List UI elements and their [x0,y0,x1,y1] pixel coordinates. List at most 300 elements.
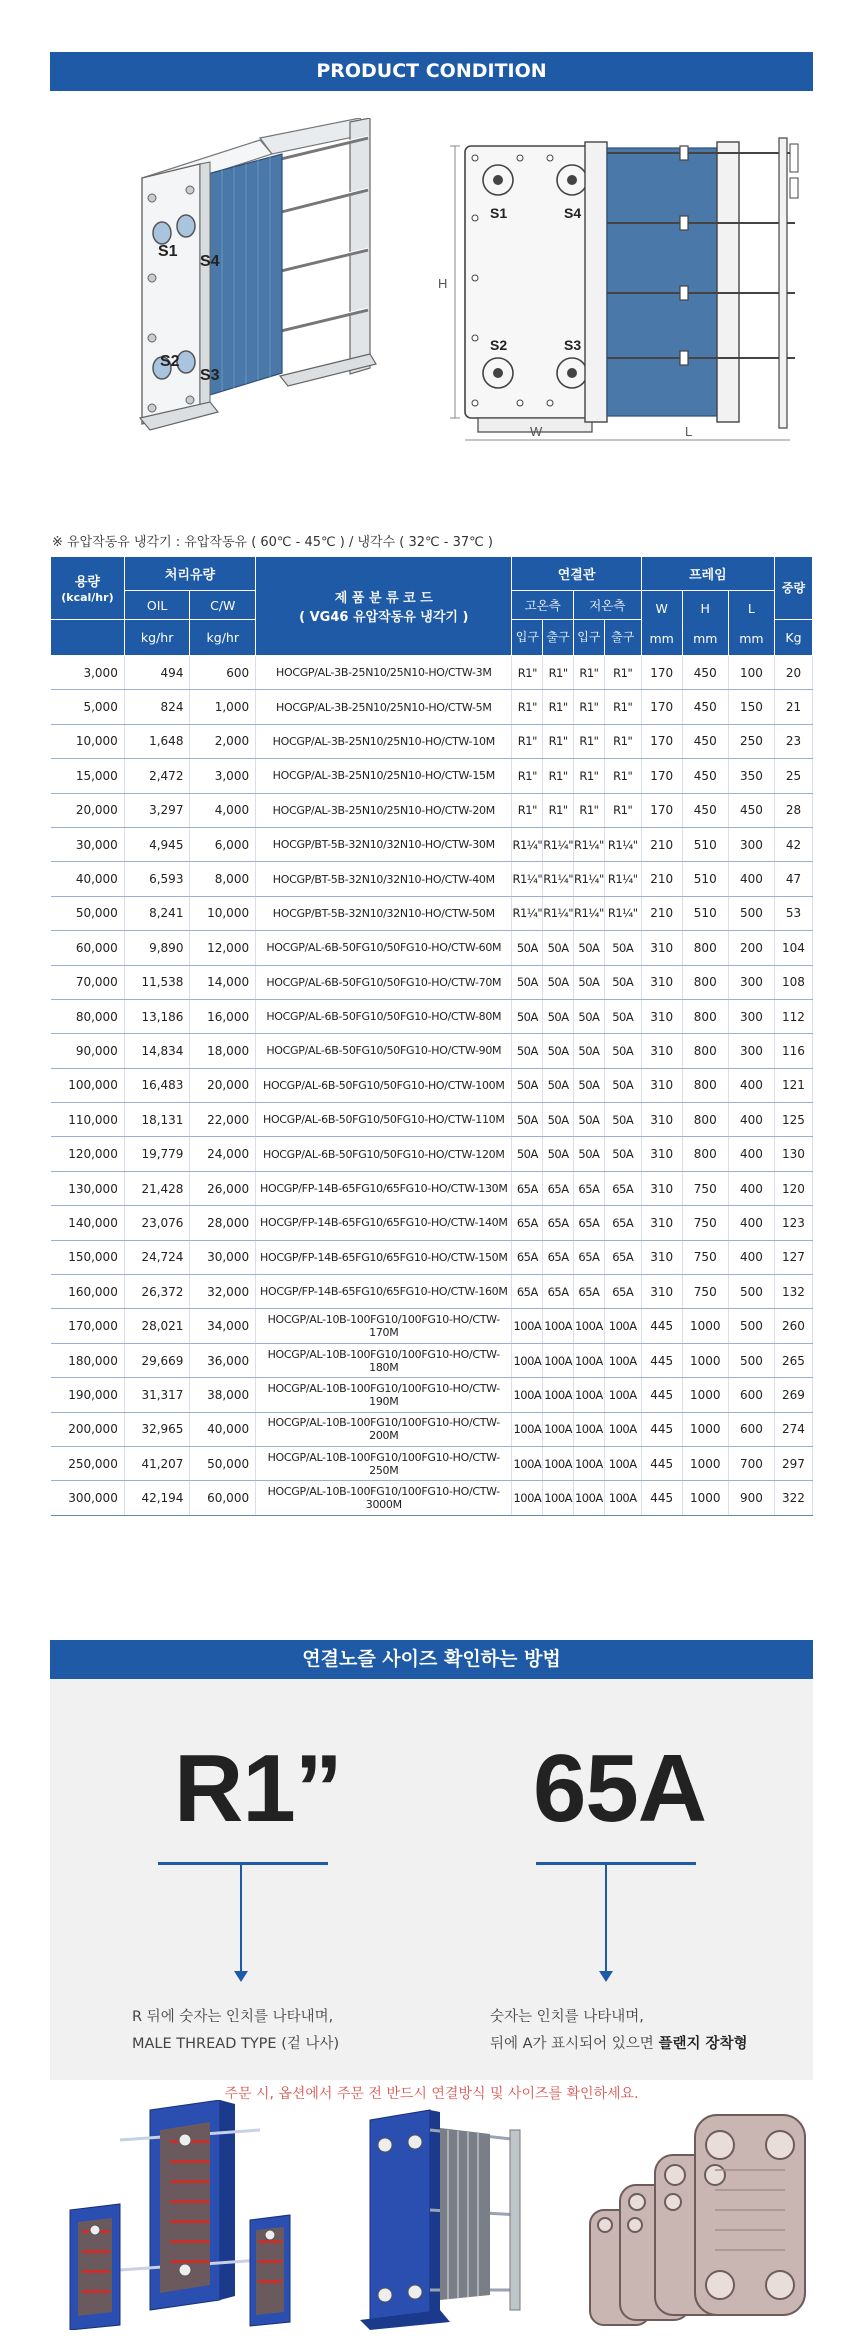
cell-hot-inlet: 50A [512,999,543,1033]
cell-frame-l: 400 [728,1068,774,1102]
cell-frame-h: 450 [682,656,728,690]
cell-frame-l: 600 [728,1412,774,1446]
cell-cw-flow: 22,000 [190,1103,256,1137]
cell-product-code: HOCGP/AL-10B-100FG10/100FG10-HO/CTW-190M [256,1378,512,1412]
cell-cold-inlet: 65A [574,1206,605,1240]
cell-product-code: HOCGP/AL-6B-50FG10/50FG10-HO/CTW-80M [256,999,512,1033]
port-label-s3: S3 [200,367,220,384]
cell-frame-l: 200 [728,931,774,965]
cell-oil-flow: 42,194 [124,1481,190,1515]
cell-cold-inlet: 50A [574,1034,605,1068]
cell-frame-l: 150 [728,690,774,724]
cell-oil-flow: 2,472 [124,759,190,793]
port-label-s4: S4 [200,253,220,270]
cell-hot-outlet: 100A [543,1378,574,1412]
cell-hot-inlet: R1" [512,690,543,724]
cell-cw-flow: 26,000 [190,1171,256,1205]
cell-cold-outlet: 65A [604,1171,641,1205]
cell-oil-flow: 41,207 [124,1446,190,1480]
cell-frame-h: 750 [682,1240,728,1274]
cell-weight: 274 [774,1412,812,1446]
cell-weight: 265 [774,1343,812,1377]
cell-hot-outlet: 65A [543,1275,574,1309]
cell-cold-inlet: 50A [574,965,605,999]
cell-frame-l: 300 [728,965,774,999]
cell-capacity: 80,000 [51,999,125,1033]
cell-cold-outlet: R1¼" [604,827,641,861]
cell-cold-inlet: R1" [574,690,605,724]
cell-weight: 23 [774,724,812,758]
specification-rows [51,656,813,1516]
hot-outlet-header: 출구 [543,620,574,656]
cell-hot-inlet: R1" [512,793,543,827]
cell-oil-flow: 9,890 [124,931,190,965]
cell-frame-h: 800 [682,931,728,965]
cell-frame-l: 400 [728,862,774,896]
cell-frame-l: 500 [728,1309,774,1343]
cell-hot-inlet: 50A [512,1103,543,1137]
order-warning: 주문 시, 옵션에서 주문 전 반드시 연결방식 및 사이즈를 확인하세요. [224,2086,639,2102]
cell-oil-flow: 31,317 [124,1378,190,1412]
cell-frame-w: 445 [641,1446,682,1480]
cell-cold-outlet: R1" [604,793,641,827]
table-row [51,759,813,793]
cell-cold-outlet: 50A [604,931,641,965]
cell-cw-flow: 4,000 [190,793,256,827]
cell-frame-h: 800 [682,1068,728,1102]
cell-hot-inlet: R1¼" [512,827,543,861]
cell-oil-flow: 824 [124,690,190,724]
weight-header: 중량 [774,557,812,620]
cell-frame-l: 400 [728,1103,774,1137]
table-row [51,656,813,690]
cell-hot-outlet: 100A [543,1446,574,1480]
cell-cold-inlet: 100A [574,1412,605,1446]
cell-hot-outlet: 100A [543,1343,574,1377]
cell-capacity: 5,000 [51,690,125,724]
table-row [51,1378,813,1412]
cell-cold-inlet: R1" [574,793,605,827]
table-row [51,1412,813,1446]
cell-frame-w: 310 [641,1068,682,1102]
cell-product-code: HOCGP/AL-6B-50FG10/50FG10-HO/CTW-120M [256,1137,512,1171]
cell-hot-inlet: 100A [512,1446,543,1480]
cell-weight: 28 [774,793,812,827]
cell-oil-flow: 32,965 [124,1412,190,1446]
arrow-r1-stem [240,1864,242,1974]
cell-hot-inlet: 65A [512,1240,543,1274]
cell-frame-w: 310 [641,1034,682,1068]
cell-oil-flow: 29,669 [124,1343,190,1377]
cell-cold-inlet: 65A [574,1275,605,1309]
cell-cw-flow: 10,000 [190,896,256,930]
cell-oil-flow: 19,779 [124,1137,190,1171]
thread-size-example: R1” [174,1735,342,1842]
cell-frame-w: 210 [641,896,682,930]
cell-cold-inlet: 65A [574,1240,605,1274]
cell-capacity: 50,000 [51,896,125,930]
cell-cw-flow: 38,000 [190,1378,256,1412]
cell-capacity: 120,000 [51,1137,125,1171]
cell-frame-l: 400 [728,1240,774,1274]
frame-w-header: W mm [641,591,682,656]
cell-capacity: 300,000 [51,1481,125,1515]
cell-cw-flow: 34,000 [190,1309,256,1343]
cell-capacity: 30,000 [51,827,125,861]
cell-capacity: 15,000 [51,759,125,793]
hot-side-header: 고온측 [512,591,574,620]
cell-cold-inlet: R1" [574,656,605,690]
cell-frame-l: 300 [728,827,774,861]
cell-product-code: HOCGP/BT-5B-32N10/32N10-HO/CTW-50M [256,896,512,930]
cell-hot-outlet: 100A [543,1481,574,1515]
cell-frame-h: 450 [682,759,728,793]
cell-cw-flow: 32,000 [190,1275,256,1309]
cell-weight: 25 [774,759,812,793]
cell-frame-l: 400 [728,1206,774,1240]
cell-frame-l: 500 [728,1275,774,1309]
cell-frame-h: 450 [682,690,728,724]
cell-frame-w: 310 [641,931,682,965]
cell-hot-outlet: R1" [543,690,574,724]
cell-cw-flow: 6,000 [190,827,256,861]
cell-hot-inlet: 100A [512,1343,543,1377]
flange-size-example: 65A [533,1735,707,1842]
cell-cold-outlet: R1¼" [604,896,641,930]
cell-weight: 20 [774,656,812,690]
cell-hot-outlet: R1" [543,724,574,758]
cell-hot-outlet: R1" [543,759,574,793]
table-row [51,1343,813,1377]
table-row [51,1309,813,1343]
cell-weight: 121 [774,1068,812,1102]
cell-cold-inlet: R1¼" [574,862,605,896]
cell-frame-w: 170 [641,656,682,690]
diagram-svg [50,118,813,458]
cell-weight: 125 [774,1103,812,1137]
cell-oil-flow: 494 [124,656,190,690]
table-row [51,724,813,758]
cell-cold-inlet: 50A [574,1137,605,1171]
cell-hot-inlet: 50A [512,1034,543,1068]
cell-cold-inlet: 100A [574,1378,605,1412]
table-row [51,1240,813,1274]
cell-hot-outlet: 50A [543,965,574,999]
flow-header: 처리유량 [124,557,255,591]
weight-unit-header: Kg [774,620,812,656]
cell-capacity: 200,000 [51,1412,125,1446]
cell-cw-flow: 3,000 [190,759,256,793]
dim-label-l: L [685,424,693,439]
cell-capacity: 10,000 [51,724,125,758]
cell-frame-l: 400 [728,1137,774,1171]
cell-weight: 269 [774,1378,812,1412]
cell-cold-outlet: 65A [604,1275,641,1309]
product-photo-plates [585,2100,810,2330]
cell-cold-outlet: 65A [604,1206,641,1240]
cell-weight: 123 [774,1206,812,1240]
cell-product-code: HOCGP/AL-3B-25N10/25N10-HO/CTW-10M [256,724,512,758]
table-row [51,690,813,724]
cell-product-code: HOCGP/AL-10B-100FG10/100FG10-HO/CTW-250M [256,1446,512,1480]
capacity-header: 용량 (kcal/hr) [51,557,125,620]
cell-product-code: HOCGP/AL-6B-50FG10/50FG10-HO/CTW-100M [256,1068,512,1102]
cell-hot-inlet: R1" [512,656,543,690]
cell-hot-inlet: 100A [512,1378,543,1412]
cell-capacity: 250,000 [51,1446,125,1480]
cell-hot-inlet: 65A [512,1171,543,1205]
cell-cold-inlet: R1¼" [574,896,605,930]
cold-outlet-header: 출구 [604,620,641,656]
cell-cw-flow: 16,000 [190,999,256,1033]
cell-frame-l: 100 [728,656,774,690]
cw-header: C/W [190,591,256,620]
cell-cold-inlet: R1" [574,724,605,758]
cell-hot-outlet: 50A [543,931,574,965]
cell-cw-flow: 60,000 [190,1481,256,1515]
table-row [51,862,813,896]
cell-cold-outlet: R1¼" [604,862,641,896]
heat-exchanger-diagram [50,118,813,458]
cell-hot-inlet: 50A [512,965,543,999]
cell-cold-inlet: 65A [574,1171,605,1205]
cell-capacity: 180,000 [51,1343,125,1377]
cell-cw-flow: 8,000 [190,862,256,896]
cell-frame-w: 445 [641,1378,682,1412]
cell-hot-outlet: 50A [543,1137,574,1171]
cell-oil-flow: 13,186 [124,999,190,1033]
cell-weight: 127 [774,1240,812,1274]
connection-header: 연결관 [512,557,641,591]
cell-cold-inlet: R1¼" [574,827,605,861]
cell-product-code: HOCGP/BT-5B-32N10/32N10-HO/CTW-30M [256,827,512,861]
port-label-s1: S1 [158,243,178,260]
cell-frame-h: 800 [682,1034,728,1068]
cell-frame-h: 750 [682,1171,728,1205]
cell-product-code: HOCGP/FP-14B-65FG10/65FG10-HO/CTW-150M [256,1240,512,1274]
cell-oil-flow: 1,648 [124,724,190,758]
cell-product-code: HOCGP/AL-6B-50FG10/50FG10-HO/CTW-70M [256,965,512,999]
cell-cold-inlet: 50A [574,1103,605,1137]
flange-description: 숫자는 인치를 나타내며, 뒤에 A가 표시되어 있으면 플랜지 장착형 [490,2009,748,2052]
cell-product-code: HOCGP/AL-10B-100FG10/100FG10-HO/CTW-180M [256,1343,512,1377]
dim-label-h: H [438,276,448,291]
cell-cold-outlet: 50A [604,965,641,999]
cell-oil-flow: 18,131 [124,1103,190,1137]
product-code-header: 제 품 분 류 코 드 ( VG46 유압작동유 냉각기 ) [256,557,512,656]
cell-cw-flow: 40,000 [190,1412,256,1446]
cell-hot-inlet: 50A [512,1137,543,1171]
cell-frame-h: 510 [682,896,728,930]
arrow-65a-stem [605,1864,607,1974]
table-row [51,965,813,999]
cell-cold-outlet: R1" [604,656,641,690]
nozzle-size-panel-bottom [50,2060,813,2080]
cell-frame-w: 310 [641,1275,682,1309]
cell-product-code: HOCGP/AL-3B-25N10/25N10-HO/CTW-5M [256,690,512,724]
cell-frame-w: 210 [641,827,682,861]
unit-header [51,620,125,656]
cell-cold-outlet: 100A [604,1343,641,1377]
cell-cold-outlet: 100A [604,1446,641,1480]
cell-cold-outlet: R1" [604,724,641,758]
cell-hot-outlet: R1" [543,656,574,690]
cell-weight: 322 [774,1481,812,1515]
table-row [51,896,813,930]
cell-oil-flow: 3,297 [124,793,190,827]
cell-frame-h: 510 [682,862,728,896]
cell-hot-outlet: 50A [543,999,574,1033]
cell-cw-flow: 36,000 [190,1343,256,1377]
table-row [51,1481,813,1515]
cell-product-code: HOCGP/AL-10B-100FG10/100FG10-HO/CTW-3000M [256,1481,512,1515]
cell-hot-outlet: R1¼" [543,896,574,930]
cell-frame-w: 170 [641,759,682,793]
cell-oil-flow: 11,538 [124,965,190,999]
cell-frame-w: 310 [641,999,682,1033]
cell-capacity: 3,000 [51,656,125,690]
cell-frame-h: 800 [682,965,728,999]
cell-frame-h: 800 [682,1103,728,1137]
cell-frame-h: 1000 [682,1378,728,1412]
cell-frame-h: 1000 [682,1412,728,1446]
cell-capacity: 40,000 [51,862,125,896]
cell-hot-outlet: R1¼" [543,827,574,861]
hot-inlet-header: 입구 [512,620,543,656]
nozzle-size-banner: 연결노즐 사이즈 확인하는 방법 [50,1640,813,1679]
cell-capacity: 190,000 [51,1378,125,1412]
frame-header: 프레임 [641,557,774,591]
cell-weight: 260 [774,1309,812,1343]
cell-frame-w: 310 [641,1171,682,1205]
cell-cold-inlet: R1" [574,759,605,793]
cell-cold-outlet: 100A [604,1412,641,1446]
cell-cw-flow: 2,000 [190,724,256,758]
cell-frame-h: 1000 [682,1446,728,1480]
cell-oil-flow: 6,593 [124,862,190,896]
cell-oil-flow: 14,834 [124,1034,190,1068]
cell-hot-outlet: R1" [543,793,574,827]
cell-frame-w: 170 [641,690,682,724]
cell-weight: 42 [774,827,812,861]
cell-hot-inlet: 100A [512,1481,543,1515]
underline-65a [536,1862,696,1865]
cell-hot-inlet: R1¼" [512,862,543,896]
cell-cold-inlet: 50A [574,999,605,1033]
cell-capacity: 60,000 [51,931,125,965]
cell-cold-inlet: 100A [574,1446,605,1480]
cell-cw-flow: 600 [190,656,256,690]
cell-capacity: 130,000 [51,1171,125,1205]
cell-hot-inlet: 50A [512,1068,543,1102]
cell-cold-outlet: 100A [604,1378,641,1412]
cell-capacity: 20,000 [51,793,125,827]
cell-frame-w: 445 [641,1309,682,1343]
cell-cw-flow: 30,000 [190,1240,256,1274]
cell-cw-flow: 14,000 [190,965,256,999]
cell-hot-outlet: 100A [543,1412,574,1446]
cell-frame-w: 310 [641,1103,682,1137]
table-row [51,1137,813,1171]
dim-label-w: W [530,424,543,439]
cell-frame-w: 445 [641,1481,682,1515]
cell-frame-l: 600 [728,1378,774,1412]
cell-cold-outlet: 65A [604,1240,641,1274]
cell-frame-w: 170 [641,724,682,758]
cell-frame-l: 350 [728,759,774,793]
cell-frame-h: 1000 [682,1309,728,1343]
cell-weight: 47 [774,862,812,896]
cell-product-code: HOCGP/FP-14B-65FG10/65FG10-HO/CTW-160M [256,1275,512,1309]
table-row [51,827,813,861]
cell-oil-flow: 24,724 [124,1240,190,1274]
cell-cold-inlet: 50A [574,931,605,965]
cell-hot-outlet: 100A [543,1309,574,1343]
cell-cw-flow: 18,000 [190,1034,256,1068]
cell-product-code: HOCGP/AL-10B-100FG10/100FG10-HO/CTW-200M [256,1412,512,1446]
cw-unit-header: kg/hr [190,620,256,656]
cell-frame-l: 400 [728,1171,774,1205]
cell-frame-h: 1000 [682,1343,728,1377]
product-photo-multiple-units [60,2100,310,2330]
cell-frame-l: 250 [728,724,774,758]
table-row [51,1275,813,1309]
cell-capacity: 90,000 [51,1034,125,1068]
cell-cw-flow: 12,000 [190,931,256,965]
cell-frame-l: 300 [728,999,774,1033]
cell-hot-inlet: 65A [512,1275,543,1309]
cell-frame-h: 450 [682,724,728,758]
table-row [51,1446,813,1480]
cell-weight: 21 [774,690,812,724]
cell-frame-h: 800 [682,1137,728,1171]
front-port-s1: S1 [490,205,508,221]
cell-product-code: HOCGP/AL-6B-50FG10/50FG10-HO/CTW-110M [256,1103,512,1137]
cell-frame-w: 210 [641,862,682,896]
cell-cold-outlet: R1" [604,690,641,724]
frame-l-header: L mm [728,591,774,656]
cell-hot-inlet: 65A [512,1206,543,1240]
cell-capacity: 140,000 [51,1206,125,1240]
cell-cold-outlet: 50A [604,1034,641,1068]
cell-frame-w: 170 [641,793,682,827]
cell-cw-flow: 50,000 [190,1446,256,1480]
table-row [51,1034,813,1068]
cell-frame-w: 310 [641,1206,682,1240]
cold-side-header: 저온측 [574,591,642,620]
cell-oil-flow: 23,076 [124,1206,190,1240]
cell-weight: 116 [774,1034,812,1068]
cell-oil-flow: 4,945 [124,827,190,861]
underline-r1 [158,1862,328,1865]
cell-cold-inlet: 100A [574,1481,605,1515]
cell-hot-inlet: 100A [512,1309,543,1343]
table-row [51,1171,813,1205]
cell-cold-outlet: 50A [604,1103,641,1137]
cell-hot-inlet: R1¼" [512,896,543,930]
cell-capacity: 100,000 [51,1068,125,1102]
cell-frame-h: 450 [682,793,728,827]
cell-cold-outlet: R1" [604,759,641,793]
cell-frame-h: 750 [682,1275,728,1309]
cell-product-code: HOCGP/AL-6B-50FG10/50FG10-HO/CTW-90M [256,1034,512,1068]
cell-hot-inlet: 50A [512,931,543,965]
cell-cold-inlet: 50A [574,1068,605,1102]
cell-frame-l: 300 [728,1034,774,1068]
cell-oil-flow: 28,021 [124,1309,190,1343]
cell-frame-w: 310 [641,1137,682,1171]
oil-header: OIL [124,591,190,620]
